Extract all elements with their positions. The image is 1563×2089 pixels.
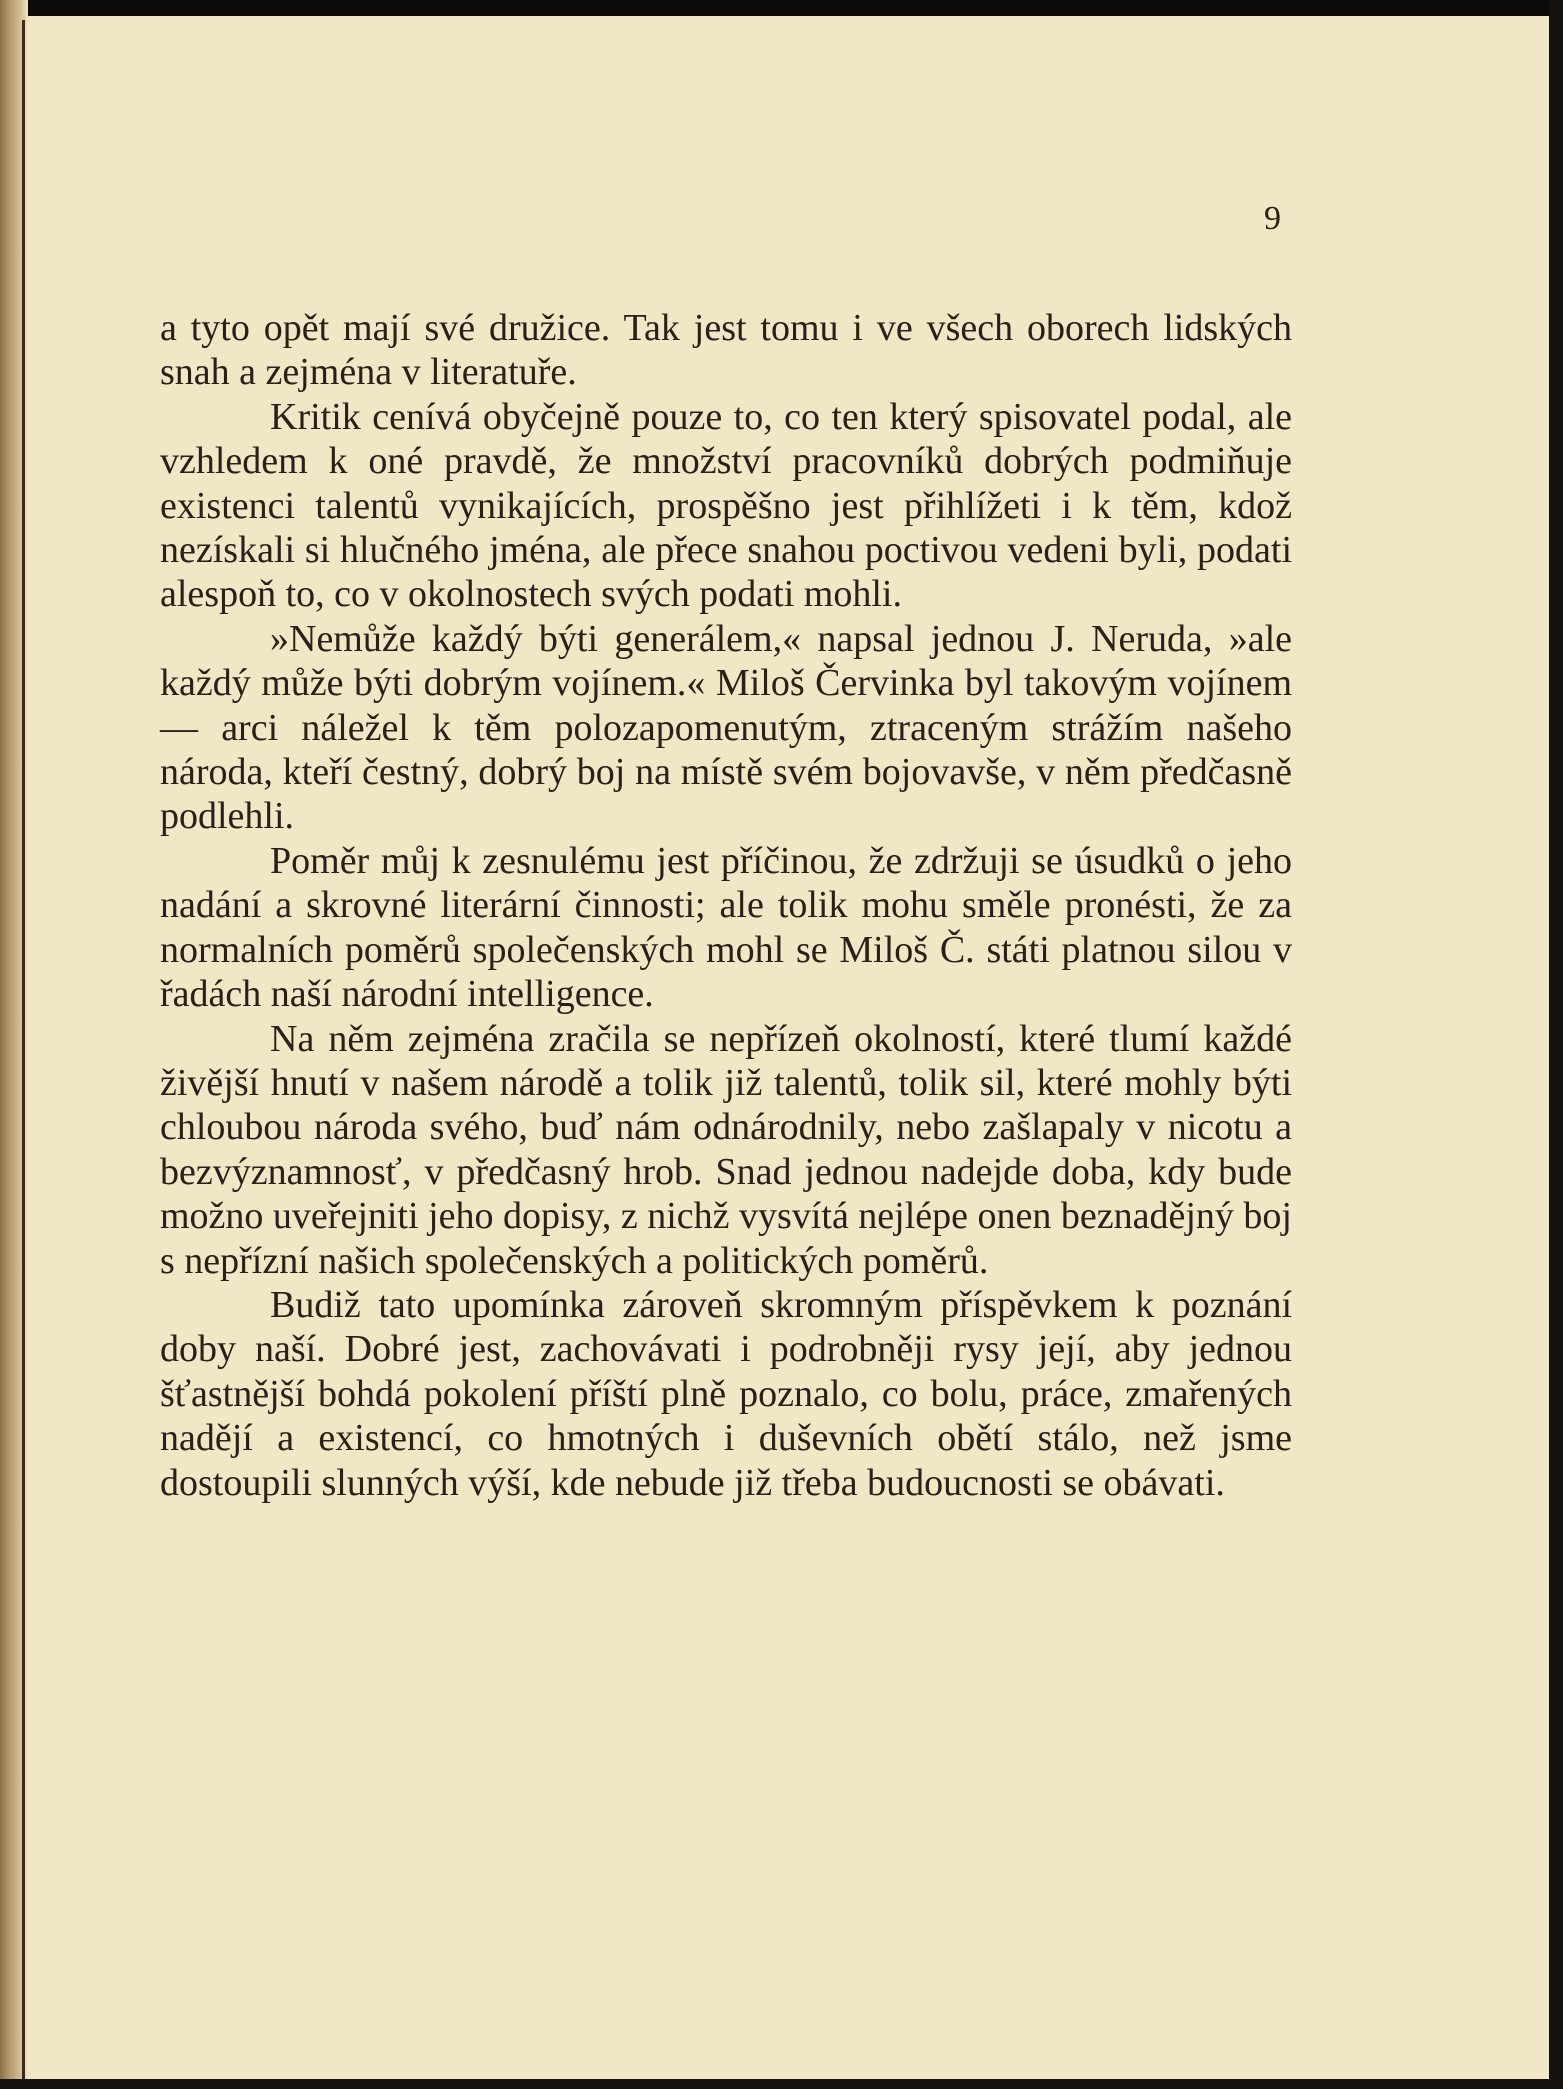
paragraph-circumstances: Na něm zejména zračila se nepřízeň okolností, které tlumí každé živější hnutí v našem národě a tolik již talentů, tolik sil, které mohly býti chloubou národa svého, buď nám odnárodnily, nebo zašlapaly v nicotu a bezvýznamnosť, v předčasný hrob. Snad jednou nadejde doba, kdy bude možno uveřejniti jeho dopisy, z nichž vysvítá nejlépe onen beznadějný boj s nepřízní našich společenských a politických poměrů. — [160, 1017, 1292, 1282]
paragraph-neruda-quote: »Nemůže každý býti generálem,« napsal jednou J. Neruda, »ale každý může býti dobrým vojínem.« Miloš Červinka byl takovým vojínem — arci náležel k těm polozapomenutým, ztraceným strážím našeho národa, kteří čestný, dobrý boj na místě svém bojovavše, v něm předčasně podlehli. — [160, 617, 1292, 838]
page-number: 9 — [1264, 200, 1281, 237]
scan-right-edge — [1549, 0, 1563, 2089]
body-text — [160, 306, 1292, 1505]
scan-top-edge — [0, 0, 1563, 16]
spine-shadow-line — [22, 20, 25, 2080]
paragraph-memorial: Budiž tato upomínka zároveň skromným příspěvkem k poznání doby naší. Dobré jest, zachovávati i podrobněji rysy její, aby jednou šťastnější bohdá pokolení příští plně poznalo, co bolu, práce, zmařených nadějí a existencí, co hmotných i duševních obětí stálo, než jsme dostoupili slunných výší, kde nebude již třeba budoucnosti se obávati. — [160, 1283, 1292, 1504]
scan-bottom-edge — [0, 2079, 1563, 2089]
paragraph-continuation: a tyto opět mají své družice. Tak jest tomu i ve všech oborech lidských snah a zejména v literatuře. — [160, 307, 1292, 394]
paragraph-critic: Kritik cenívá obyčejně pouze to, co ten který spisovatel podal, ale vzhledem k oné pravdě, že množství pracovníků dobrých podmiňuje existenci talentů vynikajících, prospěšno jest přihlížeti i k těm, kdož nezískali si hlučného jména, ale přece snahou poctivou vedeni byli, podati alespoň to, co v okolnostech svých podati mohli. — [160, 395, 1292, 616]
paragraph-relationship: Poměr můj k zesnulému jest příčinou, že zdržuji se úsudků o jeho nadání a skrovné literární činnosti; ale tolik mohu směle pronésti, že za normalních poměrů společenských mohl se Miloš Č. státi platnou silou v řadách naší národní intelligence. — [160, 839, 1292, 1016]
